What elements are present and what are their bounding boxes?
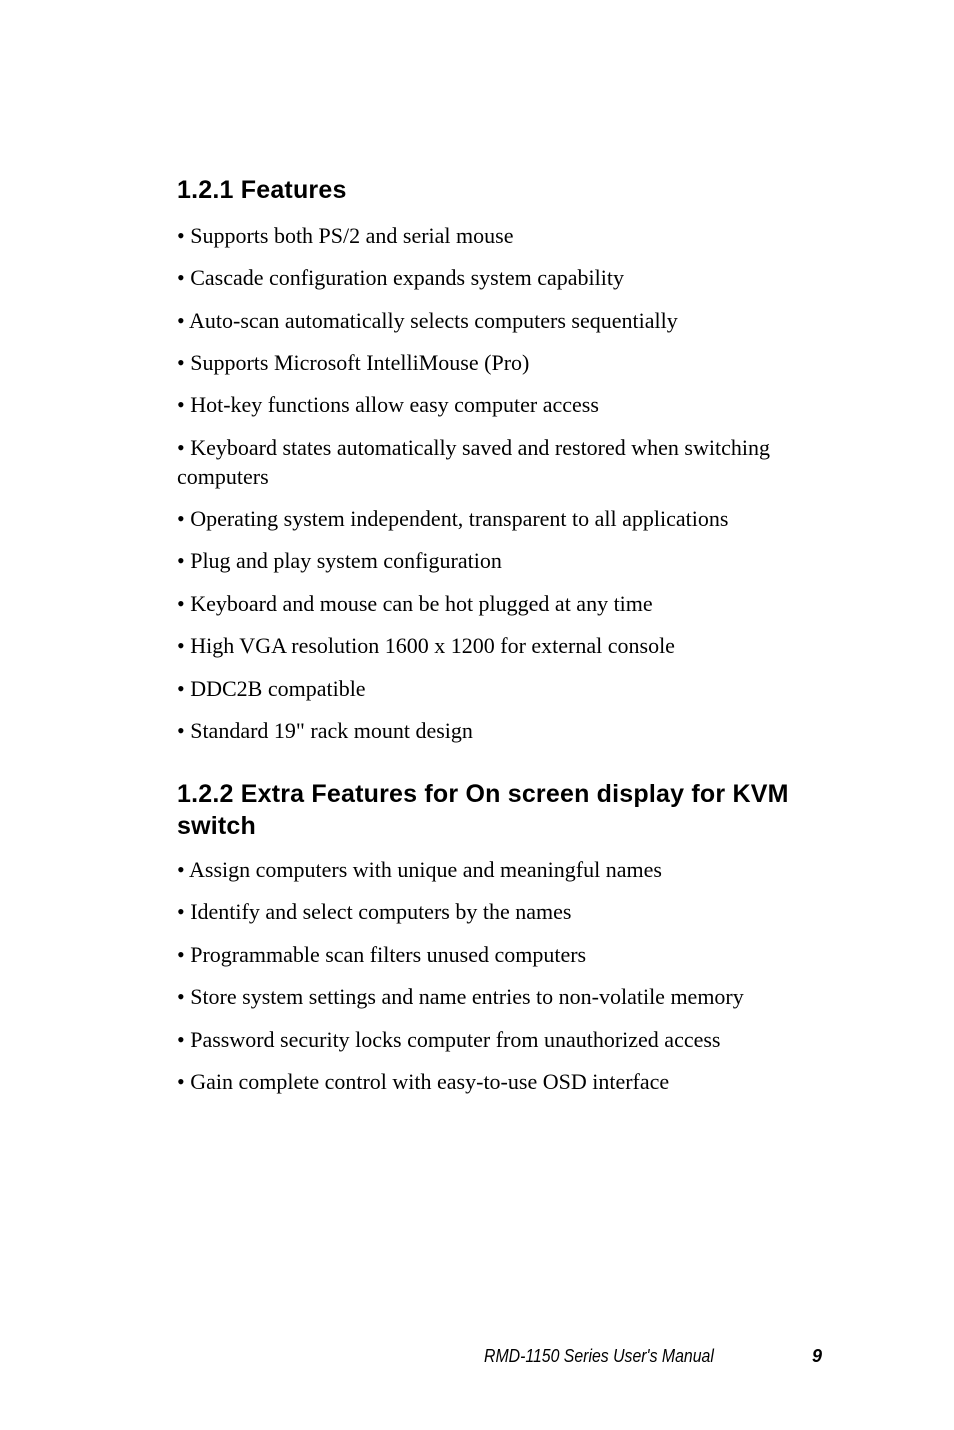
- list-item: • Operating system independent, transparent to all applications: [177, 506, 729, 531]
- section-heading-extra-features: 1.2.2 Extra Features for On screen display for KVM switch: [177, 780, 789, 840]
- list-item: • DDC2B compatible: [177, 676, 366, 701]
- list-item: • Assign computers with unique and meaningful names: [177, 857, 662, 882]
- section-heading-features: 1.2.1 Features: [177, 176, 347, 204]
- list-item: • High VGA resolution 1600 x 1200 for external console: [177, 633, 675, 658]
- list-item: • Gain complete control with easy-to-use OSD interface: [177, 1069, 670, 1094]
- list-item: • Store system settings and name entries to non-volatile memory: [177, 984, 744, 1009]
- list-item: • Hot-key functions allow easy computer access: [177, 392, 599, 417]
- list-item: • Identify and select computers by the names: [177, 899, 572, 924]
- footer-manual-title: RMD-1150 Series User's Manual: [484, 1346, 714, 1366]
- list-item: • Supports both PS/2 and serial mouse: [177, 223, 514, 248]
- footer-page-number: 9: [812, 1346, 823, 1366]
- list-item: • Supports Microsoft IntelliMouse (Pro): [177, 350, 530, 375]
- list-item: • Standard 19" rack mount design: [177, 718, 473, 743]
- list-item: • Cascade configuration expands system capability: [177, 265, 624, 290]
- list-item: • Plug and play system configuration: [177, 548, 502, 573]
- list-item: • Keyboard states automatically saved and restored when switching computers: [177, 435, 770, 489]
- list-item: • Programmable scan filters unused computers: [177, 942, 587, 967]
- list-item: • Keyboard and mouse can be hot plugged at any time: [177, 591, 653, 616]
- list-item: • Auto-scan automatically selects computers sequentially: [177, 308, 678, 333]
- list-item: • Password security locks computer from unauthorized access: [177, 1027, 721, 1052]
